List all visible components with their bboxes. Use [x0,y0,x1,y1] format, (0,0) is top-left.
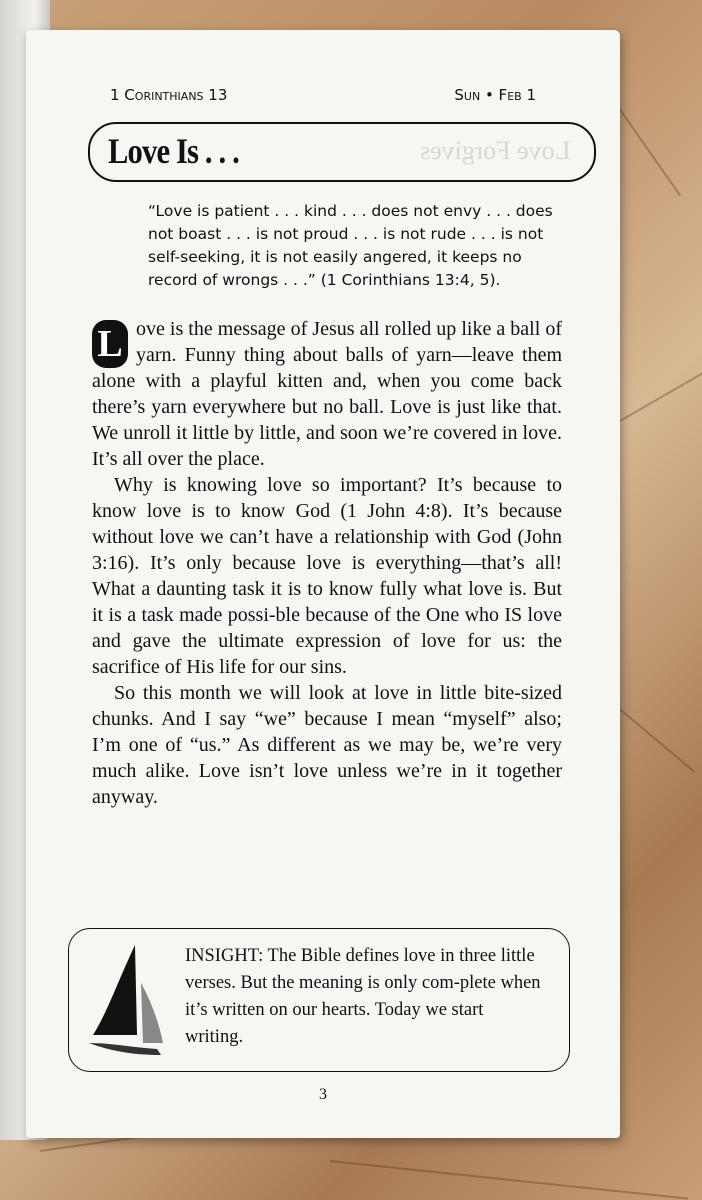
insight-text [185,943,545,1051]
insight-label: INSIGHT: [185,946,264,966]
paragraph-3: So this month we will look at love in little bite-sized chunks. And I say “we” because I mean “myself” also; I’m one of “us.” As different as we may be, we’re very much alike. Love isn’t love unless we’re in it together anyway. [92,682,562,808]
page-header [110,86,536,110]
page-title: Love Is . . . [108,131,239,171]
date-label: Sun • Feb 1 [454,86,536,104]
book-reference: 1 Corinthians 13 [110,86,228,104]
marble-vein [609,700,695,772]
page-number: 3 [319,1086,327,1103]
scripture-quote: “Love is patient . . . kind . . . does not envy . . . does not boast . . . is not proud . . . is not rude . . . is not self-seeking, it is not easily angered, it keeps no record of wrongs . . .” (1 Corinthians 13:4, 5). [148,202,553,289]
marble-vein [620,360,702,422]
paragraph-1-text: ove is the message of Jesus all rolled up like a ball of yarn. Funny thing about balls of yarn—leave them alone with a playful kitten and, when you come back there’s yarn everywhere but no ball. Love is just like that. We unroll it little by little, and soon we’re covered in love. It’s all over the place. [92,318,562,470]
booklet-page [26,30,620,1138]
bleed-through-title: Love Forgives [419,136,570,165]
sailboat-icon [87,943,167,1059]
insight-body: The Bible defines love in three little verses. But the meaning is only com-plete when it’s written on our hearts. Today we start writing. [185,946,541,1047]
paragraph-1 [92,316,562,472]
title-banner [88,122,596,182]
insight-box [68,928,570,1072]
drop-cap: L [92,320,128,368]
marble-vein [330,1160,688,1200]
paragraph-2: Why is knowing love so important? It’s because to know love is to know God (1 John 4:8). It’s because without love we can’t have a relationship with God (John 3:16). It’s only because love is everything—that’s all! What a daunting task it is to know fully what love is. But it is a task made possi-ble because of the One who IS love and gave the ultimate expression of love for us: the sacrifice of His life for our sins. [92,474,562,678]
devotional-body [92,316,562,810]
